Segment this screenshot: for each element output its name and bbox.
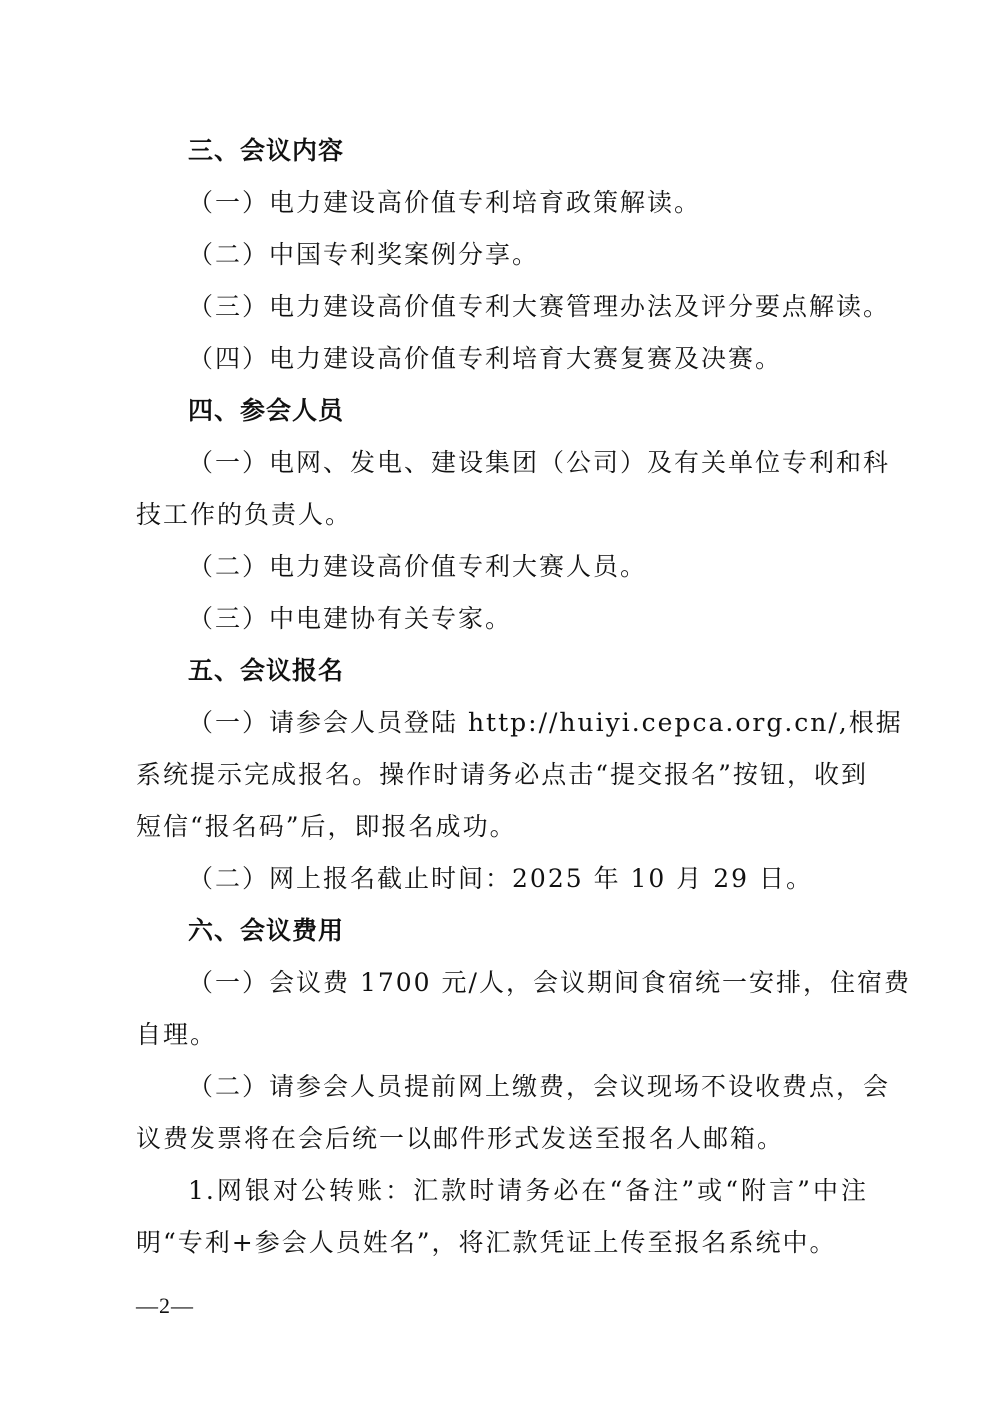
paragraph: （一）会议费 1700 元/人，会议期间食宿统一安排，住宿费 [188,968,911,997]
paragraph: （一）电网、发电、建设集团（公司）及有关单位专利和科 [188,448,891,477]
section-heading-meeting-content: 三、会议内容 [188,136,345,165]
section-heading-registration: 五、会议报名 [188,656,345,685]
paragraph: （一）请参会人员登陆 http://huiyi.cepca.org.cn/,根据 [188,708,903,737]
paragraph: 1.网银对公转账：汇款时请务必在“备注”或“附言”中注 [188,1176,868,1205]
paragraph-continuation: 技工作的负责人。 [136,500,353,529]
section-heading-attendees: 四、参会人员 [188,396,345,425]
paragraph-continuation: 自理。 [136,1020,218,1049]
paragraph-continuation: 议费发票将在会后统一以邮件形式发送至报名人邮箱。 [136,1124,785,1153]
paragraph-continuation: 明“专利+参会人员姓名”，将汇款凭证上传至报名系统中。 [136,1228,837,1257]
paragraph: （二）网上报名截止时间：2025 年 10 月 29 日。 [188,864,813,893]
document-page [136,125,911,1269]
paragraph: （四）电力建设高价值专利培育大赛复赛及决赛。 [188,344,783,373]
section-heading-fees: 六、会议费用 [188,916,345,945]
paragraph: （三）电力建设高价值专利大赛管理办法及评分要点解读。 [188,292,891,321]
paragraph-continuation: 短信“报名码”后，即报名成功。 [136,812,517,841]
paragraph: （二）请参会人员提前网上缴费，会议现场不设收费点，会 [188,1072,891,1101]
paragraph: （二）电力建设高价值专利大赛人员。 [188,552,648,581]
paragraph: （二）中国专利奖案例分享。 [188,240,540,269]
paragraph: （三）中电建协有关专家。 [188,604,513,633]
paragraph: （一）电力建设高价值专利培育政策解读。 [188,188,702,217]
paragraph-continuation: 系统提示完成报名。操作时请务必点击“提交报名”按钮，收到 [136,760,868,789]
page-number: —2— [136,1293,194,1318]
